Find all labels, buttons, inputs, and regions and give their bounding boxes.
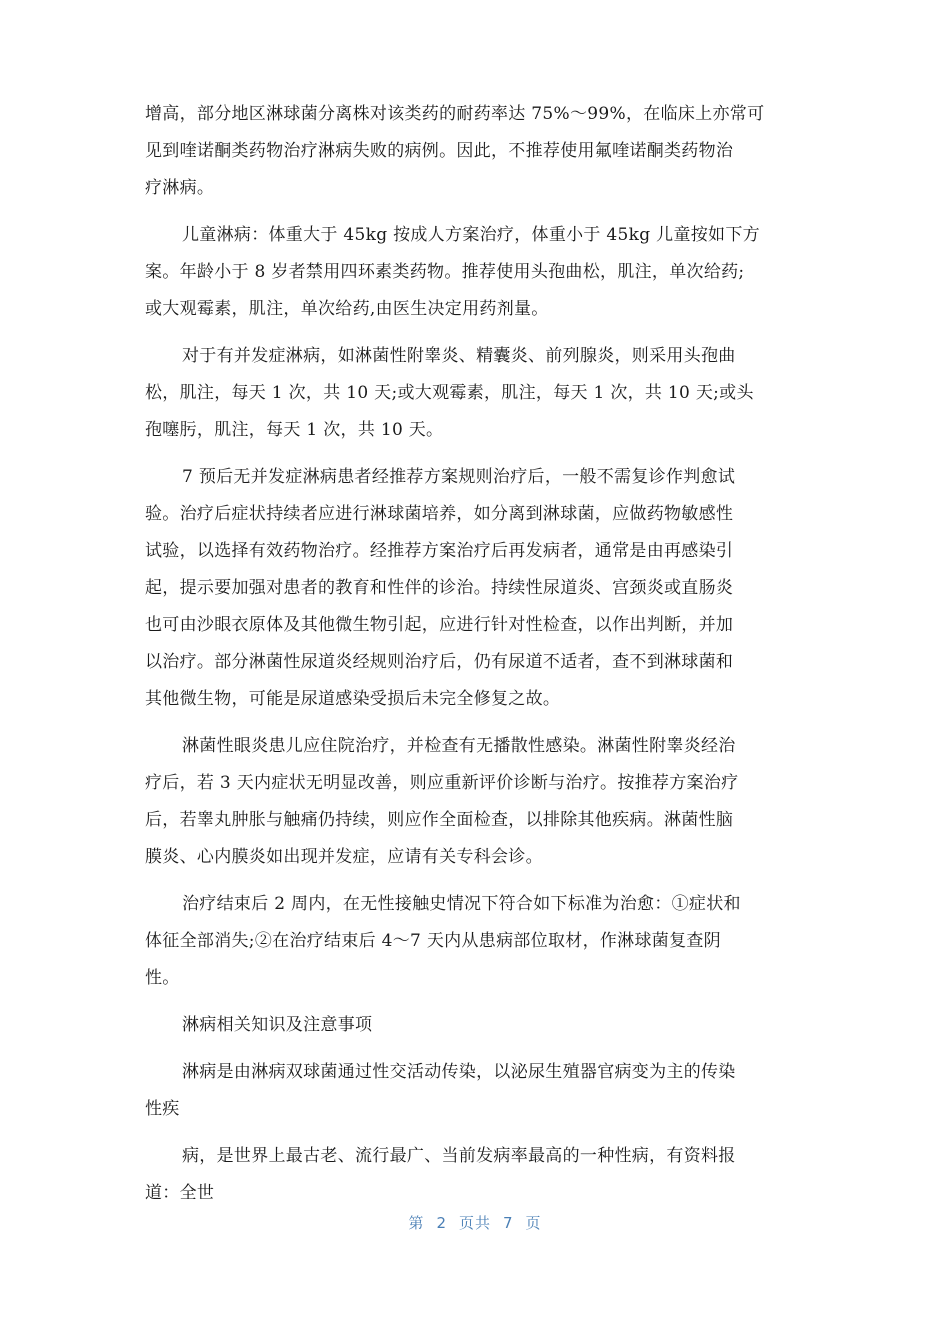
paragraph-4 (145, 459, 809, 718)
text-line: 后，若睾丸肿胀与触痛仍持续，则应作全面检查，以排除其他疾病。淋菌性脑 (145, 810, 734, 830)
footer-total-pages: 7 (503, 1214, 514, 1232)
text-line: 案。年龄小于 8 岁者禁用四环素类药物。推荐使用头孢曲松，肌注，单次给药; (145, 262, 745, 282)
text-line: 或大观霉素，肌注，单次给药,由医生决定用药剂量。 (145, 299, 549, 319)
text-line: 见到喹诺酮类药物治疗淋病失败的病例。因此，不推荐使用氟喹诺酮类药物治 (145, 141, 734, 161)
text-line: 对于有并发症淋病，如淋菌性附睾炎、精囊炎、前列腺炎，则采用头孢曲 (182, 346, 736, 366)
text-line: 体征全部消失;②在治疗结束后 4～7 天内从患病部位取材，作淋球菌复查阴 (145, 931, 721, 951)
text-line: 淋菌性眼炎患儿应住院治疗，并检查有无播散性感染。淋菌性附睾炎经治 (182, 736, 736, 756)
text-line: 治疗结束后 2 周内，在无性接触史情况下符合如下标准为治愈：①症状和 (182, 894, 741, 914)
text-line: 也可由沙眼衣原体及其他微生物引起，应进行针对性检查，以作出判断，并加 (145, 615, 734, 635)
paragraph-2 (145, 217, 809, 328)
footer-middle: 页共 (458, 1214, 491, 1232)
paragraph-6 (145, 886, 809, 997)
text-line: 增高，部分地区淋球菌分离株对该类药的耐药率达 75%～99%，在临床上亦常可 (145, 104, 765, 124)
text-line: 儿童淋病：体重大于 45kg 按成人方案治疗，体重小于 45kg 儿童按如下方 (182, 225, 760, 245)
text-line: 性疾 (145, 1099, 180, 1119)
text-line: 其他微生物，可能是尿道感染受损后未完全修复之故。 (145, 689, 561, 709)
footer-prefix: 第 (408, 1214, 425, 1232)
text-line: 起，提示要加强对患者的教育和性伴的诊治。持续性尿道炎、宫颈炎或直肠炎 (145, 578, 734, 598)
paragraph-9 (145, 1138, 809, 1212)
text-line: 道：全世 (145, 1183, 215, 1203)
text-line: 试验，以选择有效药物治疗。经推荐方案治疗后再发病者，通常是由再感染引 (145, 541, 734, 561)
paragraph-1 (145, 96, 809, 207)
paragraph-5 (145, 728, 809, 876)
text-line: 7 预后无并发症淋病患者经推荐方案规则治疗后，一般不需复诊作判愈试 (182, 467, 736, 487)
text-line: 淋病是由淋病双球菌通过性交活动传染，以泌尿生殖器官病变为主的传染 (182, 1062, 736, 1082)
section-heading (145, 1007, 809, 1044)
paragraph-3 (145, 338, 809, 449)
footer-page-number: 2 (436, 1214, 447, 1232)
footer-suffix: 页 (525, 1214, 542, 1232)
text-line: 疗淋病。 (145, 178, 215, 198)
text-line: 病，是世界上最古老、流行最广、当前发病率最高的一种性病，有资料报 (182, 1146, 736, 1166)
text-line: 孢噻肟，肌注，每天 1 次，共 10 天。 (145, 420, 444, 440)
page-footer (0, 1212, 950, 1233)
paragraph-8 (145, 1054, 809, 1128)
document-body (145, 96, 809, 1222)
text-line: 松，肌注，每天 1 次，共 10 天;或大观霉素，肌注，每天 1 次，共 10 天;或头 (145, 383, 754, 403)
text-line: 性。 (145, 968, 180, 988)
text-line: 疗后，若 3 天内症状无明显改善，则应重新评价诊断与治疗。按推荐方案治疗 (145, 773, 739, 793)
text-line: 淋病相关知识及注意事项 (182, 1015, 373, 1035)
text-line: 膜炎、心内膜炎如出现并发症，应请有关专科会诊。 (145, 847, 543, 867)
text-line: 验。治疗后症状持续者应进行淋球菌培养，如分离到淋球菌，应做药物敏感性 (145, 504, 734, 524)
text-line: 以治疗。部分淋菌性尿道炎经规则治疗后，仍有尿道不适者，查不到淋球菌和 (145, 652, 734, 672)
